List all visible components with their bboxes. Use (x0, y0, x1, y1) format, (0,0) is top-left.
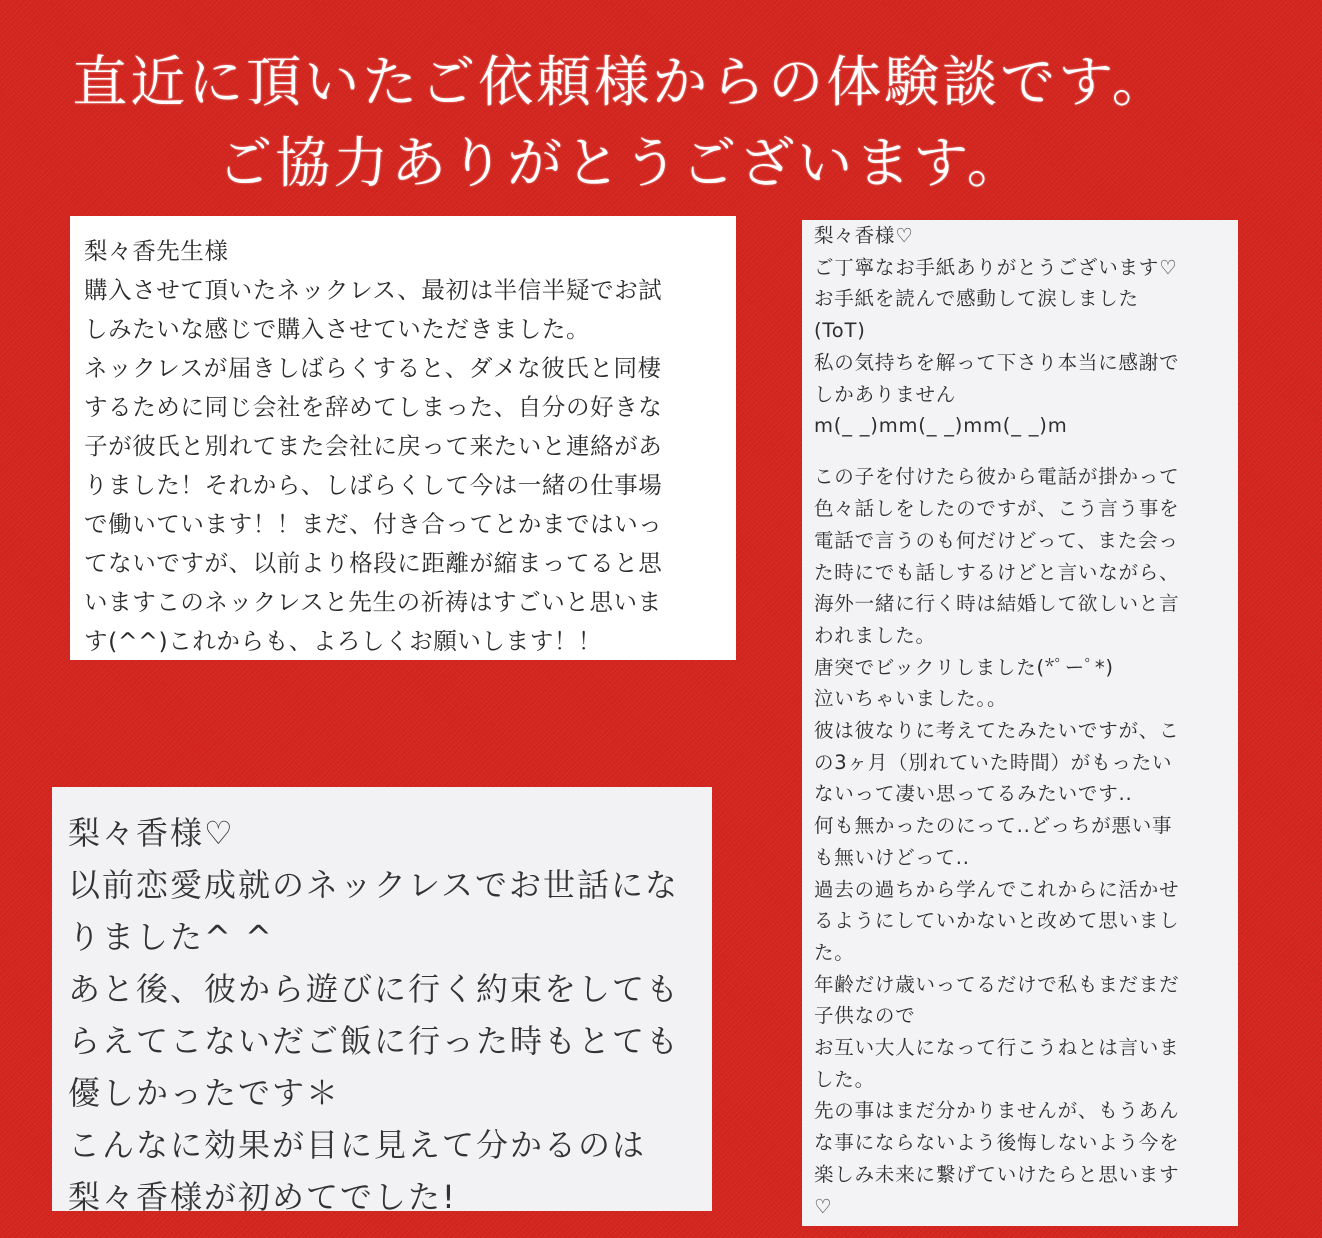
testimonial-line: (ToT) (814, 319, 866, 343)
testimonial-line: お手紙を読んで感動して涙しました (814, 287, 1139, 311)
testimonial-line: ♡ (814, 1194, 833, 1218)
testimonial-line: 先の事はまだ分かりませんが、もうあん (814, 1099, 1180, 1123)
testimonial-line: 年齢だけ歳いってるだけで私もまだまだ (814, 972, 1180, 996)
testimonial-line: な事にならないよう後悔しないよう今を (814, 1131, 1180, 1155)
testimonial-line: 過去の過ちから学んでこれからに活かせ (814, 877, 1180, 901)
testimonial-greeting: 梨々香様♡ (814, 224, 914, 247)
testimonial-line: らえてこないだご飯に行った時もとても (68, 1022, 681, 1060)
testimonial-greeting: 梨々香様♡ (68, 814, 235, 852)
testimonial-line: 子が彼氏と別れてまた会社に戻って来たいと連絡があ (84, 432, 663, 460)
testimonial-line (814, 442, 1226, 462)
testimonial-line: た。 (814, 940, 855, 964)
testimonial-line: の3ヶ月（別れていた時間）がもったい (814, 750, 1173, 774)
testimonial-line: 私の気持ちを解って下さり本当に感謝で (814, 350, 1180, 374)
testimonial-line: 楽しみ未来に繋げていけたらと思います (814, 1162, 1180, 1186)
testimonial-line: われました。 (814, 623, 936, 647)
testimonial-line: も無いけどって.. (814, 845, 970, 869)
testimonial-line: 購入させて頂いたネックレス、最初は半信半疑でお試 (84, 276, 663, 304)
headline-subtitle: ご協力ありがとうございます。 (217, 131, 1025, 195)
testimonial-card-2 (52, 787, 712, 1216)
testimonial-line: 電話で言うのも何だけどって、また会っ (814, 528, 1179, 552)
testimonial-line: しみたいな感じで購入させていただきました。 (84, 315, 591, 343)
testimonial-line: ネックレスが届きしばらくすると、ダメな彼氏と同棲 (84, 354, 662, 382)
testimonial-line: いますこのネックレスと先生の祈祷はすごいと思いま (84, 588, 662, 616)
testimonial-line: りました！それから、しばらくして今は一緒の仕事場 (84, 471, 663, 499)
testimonial-line: ご丁寧なお手紙ありがとうございます♡ (814, 255, 1178, 279)
testimonial-card-1 (70, 216, 736, 660)
testimonial-line: た時にでも話しするけどと言いながら、 (814, 560, 1180, 584)
testimonial-line: するために同じ会社を辞めてしまった、自分の好きな (84, 393, 663, 421)
testimonial-line: 梨々香様が初めてでした! (68, 1178, 457, 1216)
testimonial-line: この子を付けたら彼から電話が掛かって (814, 465, 1180, 489)
testimonial-line: した。 (814, 1067, 875, 1091)
testimonial-line: りました^ ^ (68, 918, 274, 956)
testimonial-line: るようにしていかないと改めて思いまし (814, 909, 1180, 933)
testimonial-line: お互い大人になって行こうねとは言いま (814, 1036, 1180, 1060)
testimonial-line: 唐突でビックリしました(*ﾟーﾟ*) (814, 655, 1114, 679)
testimonial-line: で働いています！！まだ、付き合ってとかまではいっ (84, 510, 663, 538)
testimonial-line: 泣いちゃいました。。 (814, 687, 1008, 711)
testimonial-line: てないですが、以前より格段に距離が縮まってると思 (84, 549, 663, 577)
testimonial-line: 優しかったです＊ (68, 1074, 341, 1112)
testimonial-line: 彼は彼なりに考えてたみたいですが、こ (814, 719, 1180, 743)
testimonial-line: m(_ _)mm(_ _)mm(_ _)m (814, 414, 1068, 438)
testimonial-greeting: 梨々香先生様 (84, 237, 229, 265)
testimonial-line: 海外一緒に行く時は結婚して欲しいと言 (814, 592, 1180, 616)
testimonial-line: 何も無かったのにって..どっちが悪い事 (814, 814, 1173, 838)
testimonial-card-3 (802, 220, 1238, 1226)
testimonial-line: 色々話しをしたのですが、こう言う事を (814, 497, 1180, 521)
testimonial-line: しかありません (814, 382, 957, 406)
testimonial-line: 子供なので (814, 1004, 916, 1028)
headline-title: 直近に頂いたご依頼様からの体験談です。 (72, 50, 1170, 114)
testimonial-line: こんなに効果が目に見えて分かるのは (68, 1126, 647, 1164)
testimonial-line: ないって凄い思ってるみたいです.. (814, 782, 1133, 806)
testimonial-line: あと後、彼から遊びに行く約束をしても (68, 970, 681, 1008)
testimonial-line: す(^^)これからも、よろしくお願いします！！ (84, 627, 603, 655)
testimonial-line: 以前恋愛成就のネックレスでお世話にな (68, 866, 680, 904)
